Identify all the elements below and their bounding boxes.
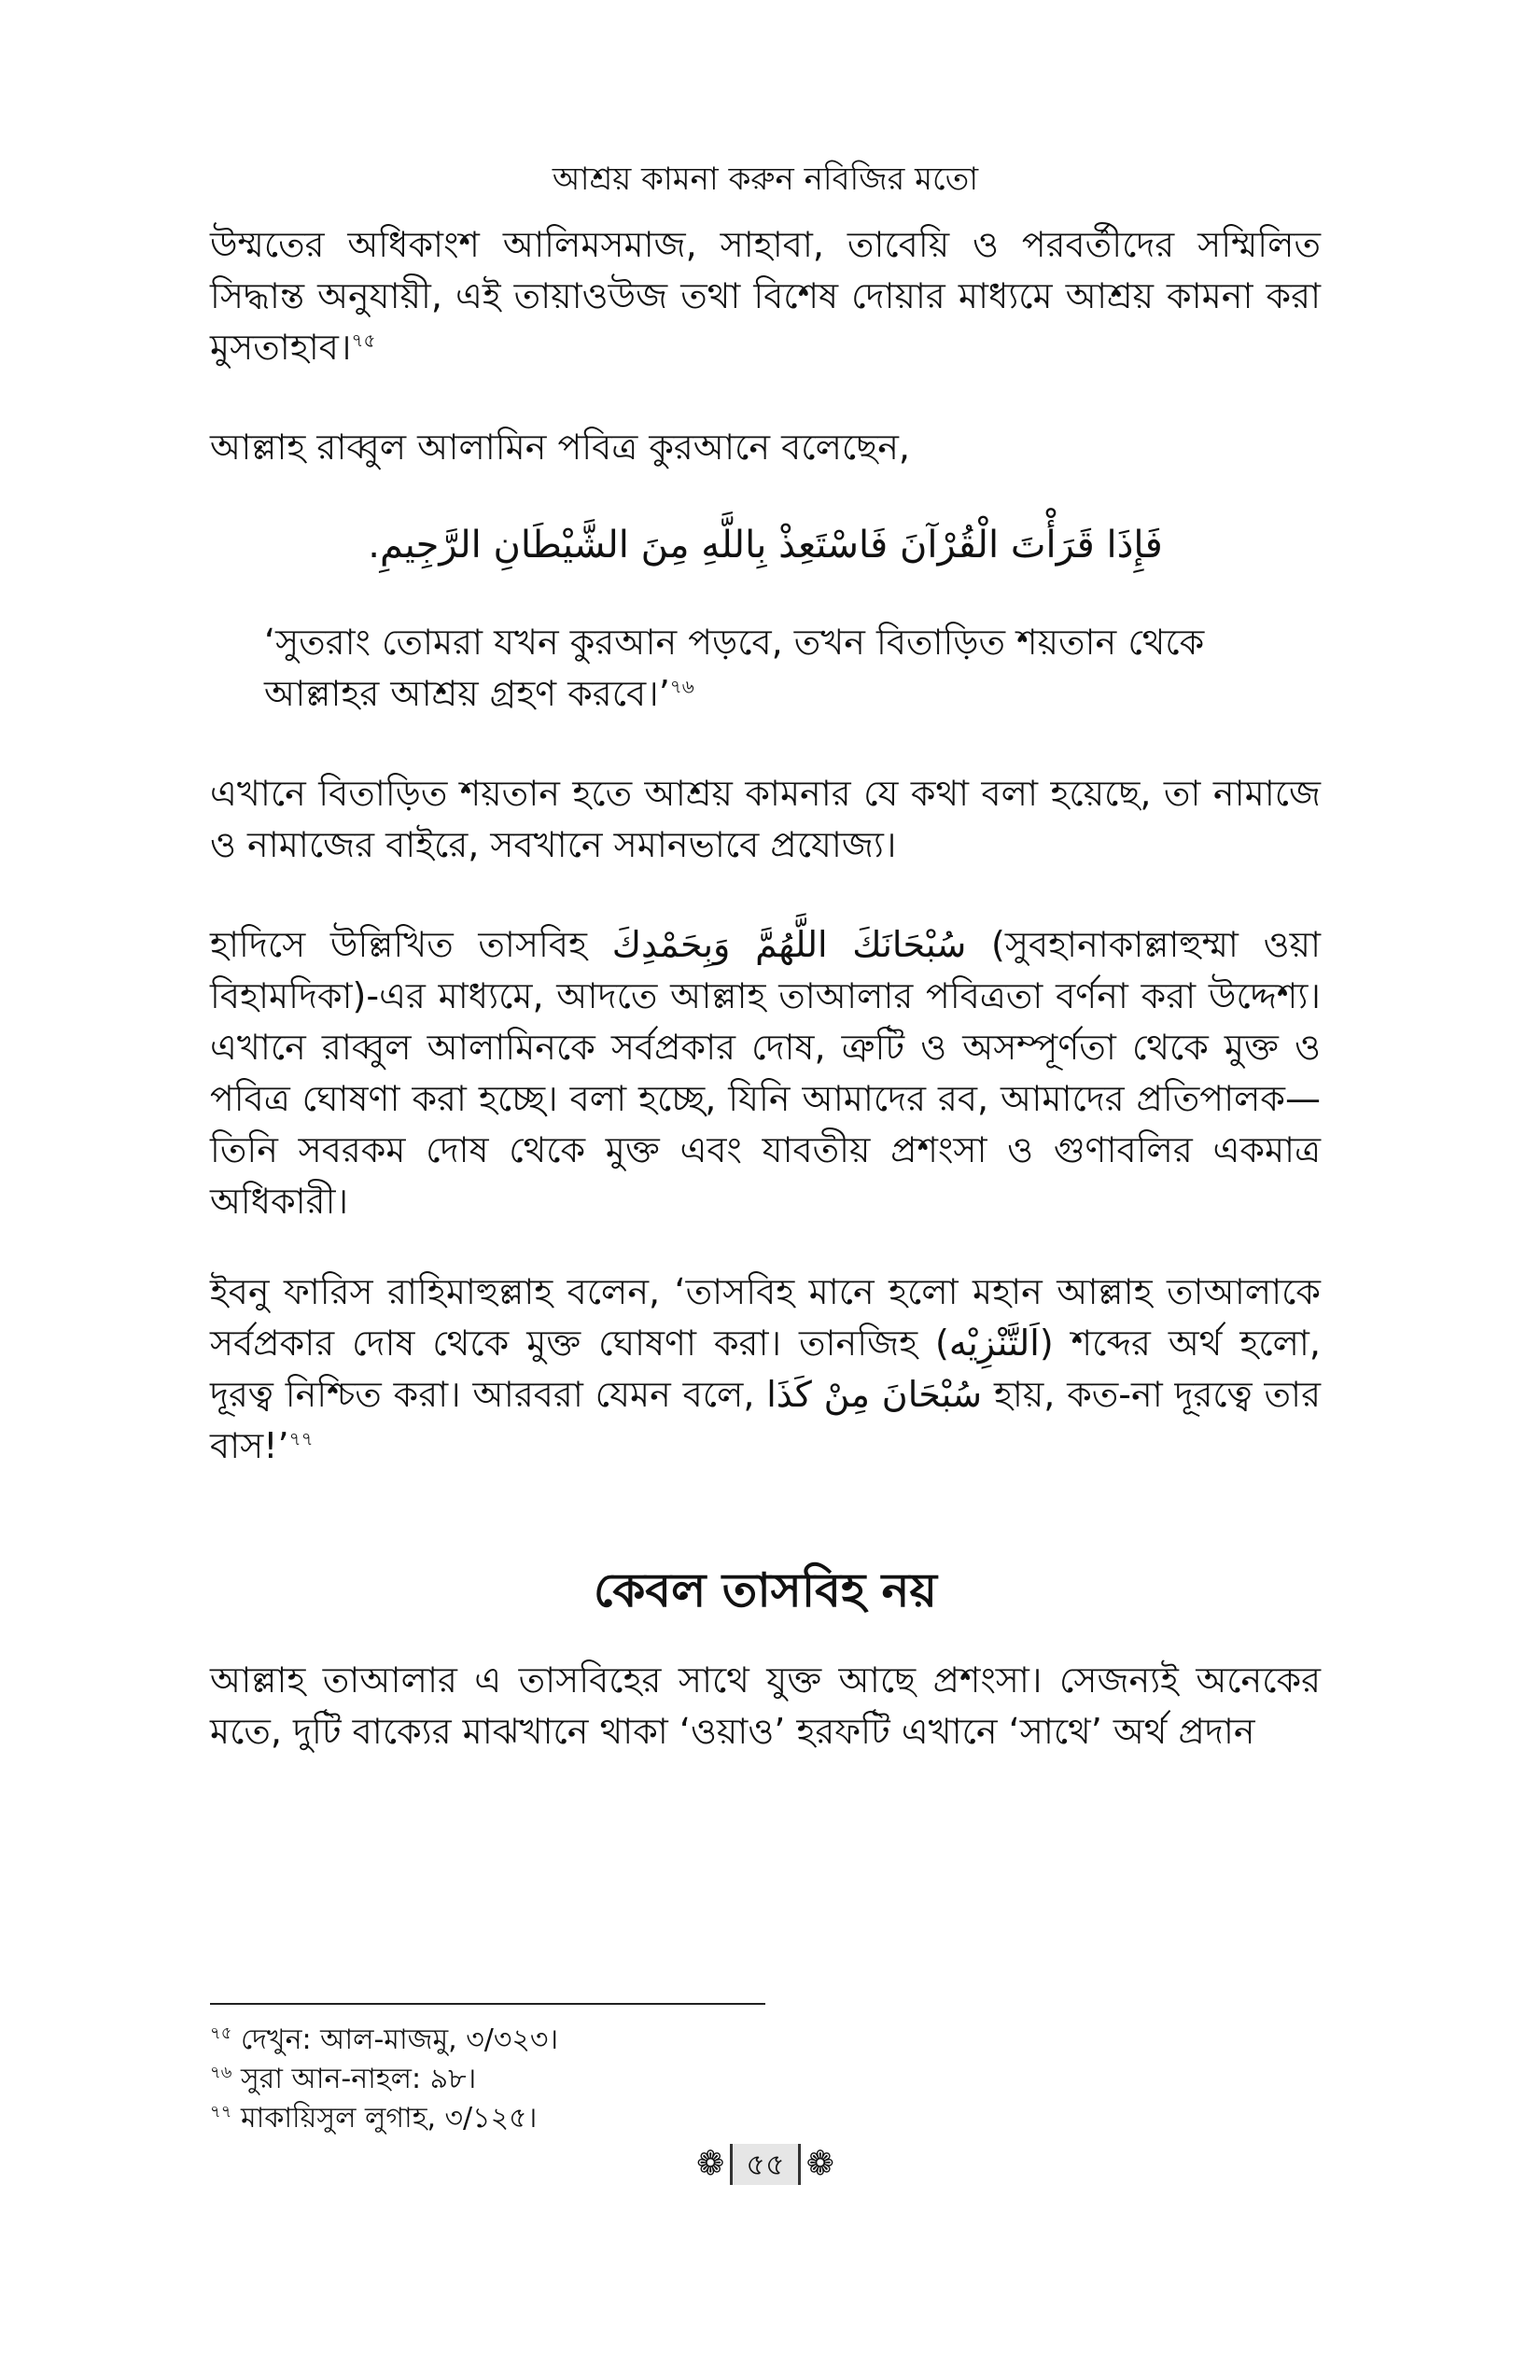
page-number-folio [210, 2142, 1321, 2185]
page-number: ৫৫ [730, 2144, 801, 2185]
footnote-ref-75[interactable]: ৭৫ [351, 329, 376, 352]
paragraph-6: আল্লাহ তাআলার এ তাসবিহের সাথে যুক্ত আছে প্রশংসা। সেজন্যই অনেকের মতে, দুটি বাক্যের মাঝখানে থাকা ‘ওয়াও’ হরফটি এখানে ‘সাথে’ অর্থ প্রদান [210, 1659, 1321, 1752]
footnote-number: ৭৭ [210, 2102, 232, 2121]
tasbih-arabic: سُبْحَانَكَ اللَّهُمَّ وَبِحَمْدِكَ [611, 924, 967, 965]
footnote-76 [210, 2060, 1321, 2099]
footnote-text: সুরা আন-নাহল: ৯৮। [240, 2063, 477, 2095]
footnote-text: মাকায়িসুল লুগাহ, ৩/১২৫। [240, 2102, 538, 2135]
section-heading: কেবল তাসবিহ নয় [594, 1563, 937, 1617]
paragraph-1-text: উম্মতের অধিকাংশ আলিমসমাজ, সাহাবা, তাবেয়ি ও পরবর্তীদের সম্মিলিত সিদ্ধান্ত অনুযায়ী, এই তায়াওউজ তথা বিশেষ দোয়ার মাধ্যমে আশ্রয় কামনা করা মুসতাহাব। [210, 224, 1321, 368]
paragraph-4 [210, 919, 1321, 1227]
footnote-divider [210, 2003, 765, 2005]
footnote-ref-76[interactable]: ৭৬ [669, 675, 694, 698]
book-page [210, 0, 1321, 2380]
subhana-min-kadha-arabic: سُبْحَانَ مِنْ كَذَا [766, 1374, 983, 1415]
right-ornament-icon: ❁ [805, 2145, 834, 2183]
verse-translation-text: ‘সুতরাং তোমরা যখন কুরআন পড়বে, তখন বিতাড়িত শয়তান থেকে আল্লাহর আশ্রয় গ্রহণ করবে।’ [264, 622, 1205, 714]
paragraph-4-before: হাদিসে উল্লিখিত তাসবিহ [210, 924, 588, 965]
paragraph-1 [210, 219, 1321, 373]
footnotes [210, 2021, 1321, 2138]
footnote-number: ৭৫ [210, 2023, 232, 2043]
paragraph-2: আল্লাহ রাব্বুল আলামিন পবিত্র কুরআনে বলেছেন, [210, 427, 910, 468]
paragraph-5-part2: ) শব্দের অর্থ হলো, দূরত্ব নিশ্চিত করা। আরবরা যেমন বলে, [210, 1323, 1321, 1415]
body-text [210, 219, 1321, 1757]
paragraph-5 [210, 1267, 1321, 1472]
footnote-ref-77[interactable]: ৭৭ [288, 1427, 314, 1450]
tanzih-arabic: اَلتَّنْزِيْه [948, 1323, 1040, 1364]
paragraph-5-part1: ইবনু ফারিস রাহিমাহুল্লাহ বলেন, ‘তাসবিহ মানে হলো মহান আল্লাহ তাআলাকে সর্বপ্রকার দোষ থেকে মুক্ত ঘোষণা করা। তানজিহ ( [210, 1271, 1321, 1364]
paragraph-4-after: (সুবহানাকাল্লাহুম্মা ওয়া বিহামদিকা)-এর মাধ্যমে, আদতে আল্লাহ তাআলার পবিত্রতা বর্ণনা করা উদ্দেশ্য। এখানে রাব্বুল আলামিনকে সর্বপ্রকার দোষ, ত্রুটি ও অসম্পূর্ণতা থেকে মুক্ত ও পবিত্র ঘোষণা করা হচ্ছে। বলা হচ্ছে, যিনি আমাদের রব, আমাদের প্রতিপালক—তিনি সবরকম দোষ থেকে মুক্ত এবং যাবতীয় প্রশংসা ও গুণাবলির একমাত্র অধিকারী। [210, 924, 1322, 1222]
running-head: আশ্রয় কামনা করুন নবিজির মতো [552, 161, 979, 198]
footnote-text: দেখুন: আল-মাজমু, ৩/৩২৩। [240, 2023, 559, 2056]
footnote-77 [210, 2099, 1321, 2138]
paragraph-5-part3: হায়, কত-না দূরত্বে তার বাস!’ [210, 1374, 1321, 1466]
verse-translation-quote [264, 617, 1281, 720]
quran-verse-arabic: فَإِذَا قَرَأْتَ الْقُرْآنَ فَاسْتَعِذْ بِاللَّهِ مِنَ الشَّيْطَانِ الرَّجِيمِ. [368, 524, 1163, 567]
footnote-75 [210, 2021, 1321, 2060]
paragraph-3: এখানে বিতাড়িত শয়তান হতে আশ্রয় কামনার যে কথা বলা হয়েছে, তা নামাজে ও নামাজের বাইরে, সবখানে সমানভাবে প্রযোজ্য। [210, 773, 1321, 865]
left-ornament-icon: ❁ [696, 2145, 725, 2183]
footnote-number: ৭৬ [210, 2063, 232, 2082]
